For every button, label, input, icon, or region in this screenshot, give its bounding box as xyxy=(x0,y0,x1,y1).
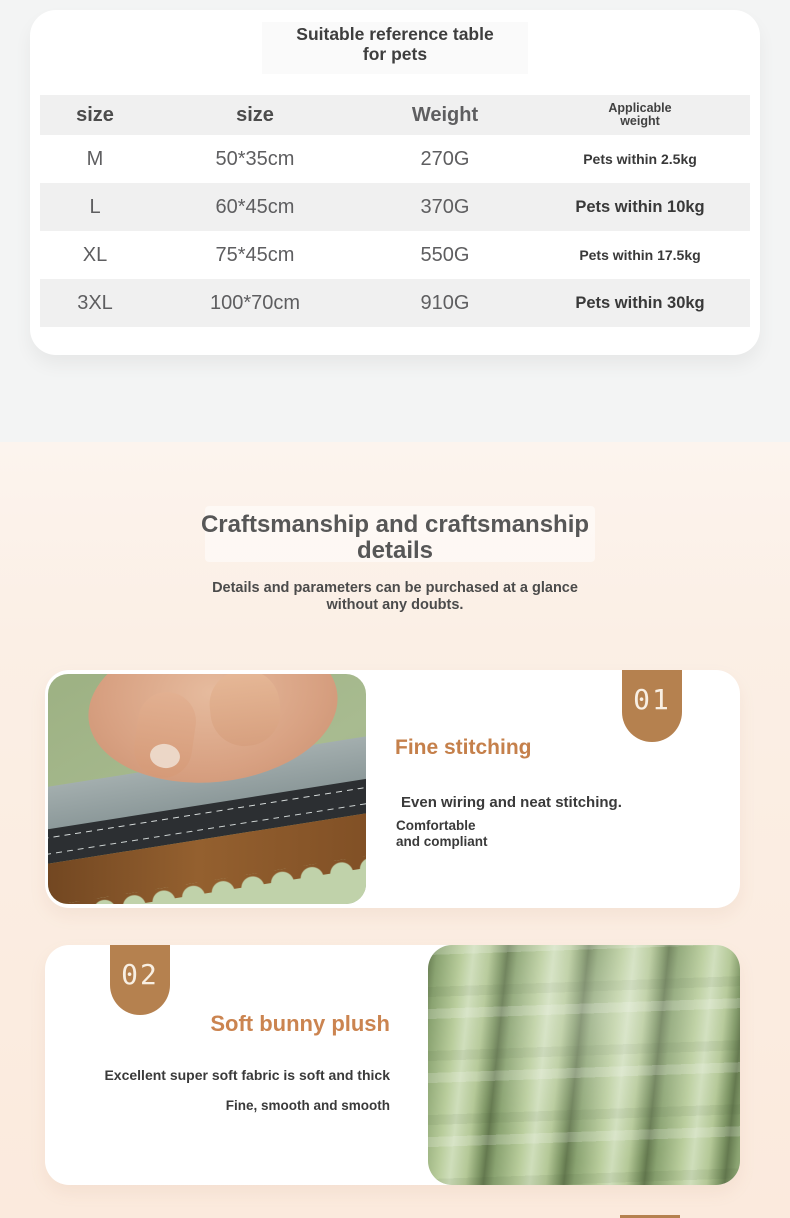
craftsmanship-subtitle-line1: Details and parameters can be purchased at a glance xyxy=(212,580,578,596)
dimensions-cell: 60*45cm xyxy=(215,195,295,218)
feature-description-line: Fine, smooth and smooth xyxy=(225,1098,390,1113)
applicable-weight-cell: Pets within 17.5kg xyxy=(579,247,701,263)
craftsmanship-heading-line1: Craftsmanship and craftsmanship xyxy=(200,511,590,538)
feature-number-badge: 01 xyxy=(622,670,682,742)
weight-cell: 370G xyxy=(420,195,470,218)
table-header-row xyxy=(40,95,750,135)
feature-card-soft-bunny-plush xyxy=(45,945,740,1185)
size-cell: XL xyxy=(82,243,108,266)
feature-description-block xyxy=(396,818,488,849)
table-row xyxy=(40,231,750,279)
applicable-weight-cell: Pets within 30kg xyxy=(575,293,705,312)
craftsmanship-subtitle xyxy=(0,580,790,613)
feature-card-fine-stitching xyxy=(45,670,740,908)
size-cell: L xyxy=(89,195,101,218)
craftsmanship-subtitle-line2: without any doubts. xyxy=(326,596,464,613)
column-header-dimensions: size xyxy=(236,103,274,126)
craftsmanship-heading xyxy=(0,512,790,564)
weight-cell: 270G xyxy=(420,147,470,170)
feature-text-block xyxy=(45,945,390,1185)
feature-description-line: and compliant xyxy=(396,833,488,849)
size-reference-card xyxy=(30,10,760,355)
table-row xyxy=(40,183,750,231)
table-row xyxy=(40,279,750,327)
size-table-title-line1: Suitable reference table xyxy=(296,24,494,44)
green-plush-photo xyxy=(428,945,740,1185)
dimensions-cell: 50*35cm xyxy=(215,147,295,170)
size-cell: 3XL xyxy=(77,291,113,314)
craftsmanship-heading-line2: details xyxy=(356,537,434,564)
feature-description-line: Comfortable xyxy=(396,818,476,833)
feature-description-line: Excellent super soft fabric is soft and thick xyxy=(104,1067,390,1083)
zipper-layers-photo xyxy=(48,674,366,904)
column-header-applicable-line1: Applicable xyxy=(608,100,672,115)
feature-title: Soft bunny plush xyxy=(210,1011,390,1036)
dimensions-cell: 100*70cm xyxy=(209,291,301,314)
table-row xyxy=(40,135,750,183)
column-header-applicable-line2: weight xyxy=(620,114,660,128)
size-table-title xyxy=(30,24,760,64)
applicable-weight-cell: Pets within 2.5kg xyxy=(583,151,697,167)
column-header-applicable-weight xyxy=(530,102,750,129)
feature-description-line: Even wiring and neat stitching. xyxy=(401,794,622,811)
plush-highlight xyxy=(428,945,740,1185)
weight-cell: 550G xyxy=(420,243,470,266)
size-table-title-line2: for pets xyxy=(362,44,428,64)
weight-cell: 910G xyxy=(420,291,470,314)
dimensions-cell: 75*45cm xyxy=(215,243,295,266)
column-header-size: size xyxy=(76,103,114,126)
column-header-weight: Weight xyxy=(411,103,479,126)
applicable-weight-cell: Pets within 10kg xyxy=(575,197,705,216)
feature-title: Fine stitching xyxy=(395,736,532,759)
size-cell: M xyxy=(86,147,104,170)
feature-number-badge: 02 xyxy=(110,945,170,1015)
